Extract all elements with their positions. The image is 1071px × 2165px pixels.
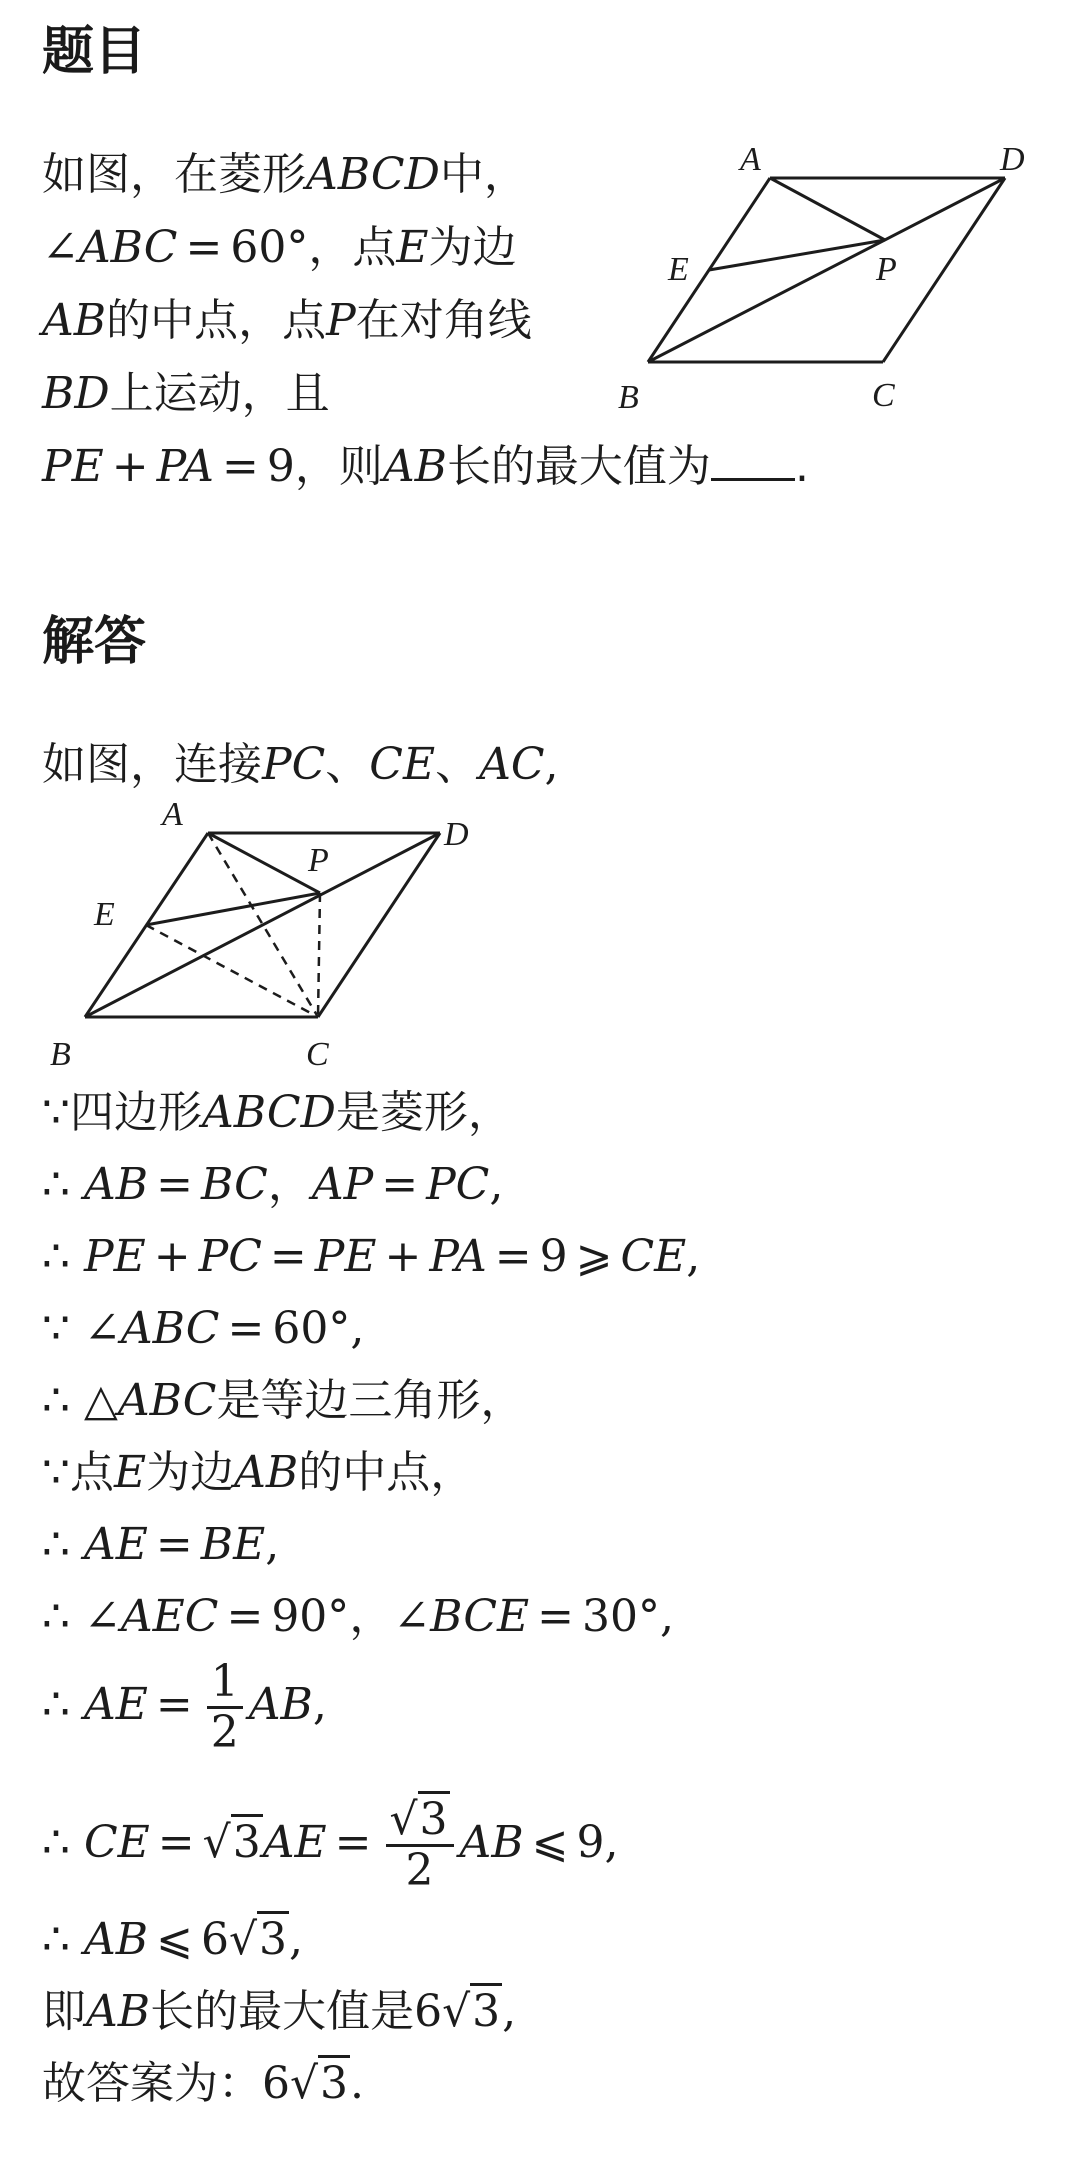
math-triangle-abc: △ABC <box>84 1375 217 1426</box>
math-ab: AB <box>382 441 447 492</box>
math-ce: CE <box>369 739 436 790</box>
math-eq: = <box>494 1231 532 1282</box>
text: 的中点， <box>298 1447 475 1498</box>
math-eq: = <box>226 1591 264 1642</box>
math-ab: AB <box>84 1159 149 1210</box>
text: , <box>312 1679 327 1730</box>
sqrt-three <box>442 1983 502 2037</box>
math-plus: + <box>384 1231 422 1282</box>
text: 故答案为： <box>42 2058 262 2109</box>
radicand: 3 <box>470 1983 502 2037</box>
label-a: A <box>162 796 183 833</box>
text: ， <box>349 1591 394 1642</box>
label-e: E <box>94 896 115 933</box>
text: 的中点，点 <box>106 295 327 346</box>
text: ， <box>267 1159 312 1210</box>
math-bd: BD <box>42 368 110 419</box>
radical-sign: √ <box>442 1986 471 2037</box>
math-ap: AP <box>311 1159 374 1210</box>
text: , <box>604 1817 619 1868</box>
sqrt-three <box>390 1791 450 1845</box>
math-leq: ⩽ <box>531 1817 569 1868</box>
radicand: 3 <box>418 1791 450 1845</box>
denominator: 2 <box>210 1706 239 1758</box>
segment-ap <box>770 178 885 240</box>
solution-step-3 <box>42 1227 700 1287</box>
math-ab: AB <box>459 1817 524 1868</box>
math-ce: CE <box>84 1817 150 1868</box>
solution-step-12 <box>42 1982 516 2042</box>
math-pc: PC <box>198 1231 262 1282</box>
solution-step-4 <box>42 1299 364 1359</box>
solution-figure <box>40 795 500 1085</box>
math-val: 60° <box>272 1303 351 1354</box>
sqrt-three <box>229 1911 289 1965</box>
label-d: D <box>444 816 469 853</box>
text: 如图，连接 <box>42 739 262 790</box>
therefore-symbol: ∴ <box>42 1231 70 1282</box>
math-eq: = <box>221 441 259 492</box>
diagonal-bd <box>648 178 1005 362</box>
sqrt-three <box>290 2055 350 2109</box>
solution-answer <box>42 2054 364 2114</box>
fraction-sqrt3-over-2 <box>386 1793 454 1896</box>
text: 是等边三角形， <box>216 1375 525 1426</box>
text: 为边 <box>146 1447 235 1498</box>
math-nine: 9 <box>539 1231 568 1282</box>
numerator <box>386 1793 454 1845</box>
solution-step-7 <box>42 1515 279 1575</box>
radical-sign: √ <box>389 1793 418 1845</box>
math-plus: + <box>153 1231 191 1282</box>
math-eq: = <box>156 1159 193 1210</box>
math-eq: = <box>227 1303 265 1354</box>
math-ab: AB <box>248 1679 313 1730</box>
math-ab: AB <box>84 1914 149 1965</box>
math-eq: = <box>185 222 223 273</box>
because-symbol: ∵ <box>42 1303 70 1354</box>
therefore-symbol: ∴ <box>42 1375 70 1426</box>
solution-step-5 <box>42 1371 524 1431</box>
text: , <box>544 739 559 790</box>
math-val: 90° <box>271 1591 350 1642</box>
math-abcd: ABCD <box>202 1087 336 1138</box>
therefore-symbol: ∴ <box>42 1817 70 1868</box>
answer-blank <box>711 438 795 481</box>
math-ae: AE <box>84 1679 148 1730</box>
text: 上运动，且 <box>109 368 330 419</box>
solution-step-10 <box>42 1788 619 1898</box>
math-ab: AB <box>86 1986 151 2037</box>
radicand: 3 <box>231 1814 263 1868</box>
label-c: C <box>872 377 895 414</box>
label-p: P <box>876 251 897 288</box>
edge-cd <box>318 833 440 1017</box>
math-val: 60° <box>230 222 309 273</box>
math-val: 30° <box>582 1591 660 1642</box>
radical-sign: √ <box>228 1914 258 1965</box>
because-symbol: ∵ <box>42 1447 70 1498</box>
problem-line-4 <box>42 364 330 424</box>
radicand: 3 <box>318 2055 350 2109</box>
text: 中， <box>439 149 528 200</box>
math-abcd: ABCD <box>306 149 440 200</box>
math-pe: PE <box>42 441 104 492</box>
math-angle-abc: ∠ABC <box>42 222 178 273</box>
problem-line-3 <box>42 291 532 351</box>
text: 、 <box>435 739 480 790</box>
label-b: B <box>50 1036 71 1073</box>
math-leq: ⩽ <box>156 1914 193 1965</box>
math-eq: = <box>155 1519 193 1570</box>
math-six: 6 <box>262 2058 290 2109</box>
solution-step-6 <box>42 1443 474 1503</box>
math-geq: ⩾ <box>575 1231 613 1282</box>
math-pc: PC <box>262 739 326 790</box>
solution-step-11 <box>42 1910 303 1970</box>
text: , <box>660 1591 674 1642</box>
math-angle-aec: ∠AEC <box>84 1591 219 1642</box>
denominator: 2 <box>405 1844 434 1896</box>
solution-heading: 解答 <box>42 612 147 672</box>
label-b: B <box>618 379 639 416</box>
math-eq: = <box>537 1591 574 1642</box>
problem-line-1 <box>42 145 528 205</box>
label-e: E <box>668 251 689 288</box>
because-symbol: ∵ <box>42 1087 70 1138</box>
math-ce: CE <box>620 1231 687 1282</box>
text: 为边 <box>428 222 517 273</box>
text: 、 <box>325 739 370 790</box>
math-ae: AE <box>84 1519 148 1570</box>
fraction-half <box>207 1655 243 1758</box>
text: 是菱形， <box>335 1087 512 1138</box>
text: , <box>350 1303 365 1354</box>
math-pa: PA <box>156 441 214 492</box>
label-d: D <box>1000 141 1025 178</box>
dashed-pc <box>318 893 320 1017</box>
text: , <box>265 1519 280 1570</box>
math-eq: = <box>269 1231 307 1282</box>
math-val: 9 <box>266 441 295 492</box>
text: 在对角线 <box>355 295 532 346</box>
text: 四边形 <box>70 1087 202 1138</box>
problem-line-2 <box>42 218 516 278</box>
radicand: 3 <box>257 1911 289 1965</box>
problem-figure <box>600 130 1040 420</box>
math-be: BE <box>200 1519 266 1570</box>
text: . <box>350 2058 365 2109</box>
therefore-symbol: ∴ <box>42 1591 70 1642</box>
solution-step-2 <box>42 1155 503 1215</box>
therefore-symbol: ∴ <box>42 1159 70 1210</box>
sqrt-three <box>203 1814 263 1868</box>
edge-cd <box>883 178 1005 362</box>
therefore-symbol: ∴ <box>42 1914 70 1965</box>
text: 长的最大值为 <box>446 441 711 492</box>
math-eq: = <box>157 1817 195 1868</box>
text: 点 <box>70 1447 114 1498</box>
math-e: E <box>396 222 429 273</box>
therefore-symbol: ∴ <box>42 1519 70 1570</box>
solution-intro <box>42 735 559 795</box>
math-ab: AB <box>234 1447 299 1498</box>
label-c: C <box>306 1036 329 1073</box>
math-p: P <box>326 295 356 346</box>
therefore-symbol: ∴ <box>42 1679 70 1730</box>
math-pe: PE <box>84 1231 146 1282</box>
text: 即 <box>42 1986 86 2037</box>
text: 长的最大值是 <box>150 1986 415 2037</box>
text: , <box>289 1914 304 1965</box>
math-ab: AB <box>42 295 107 346</box>
problem-heading: 题目 <box>42 22 147 82</box>
math-angle-bce: ∠BCE <box>393 1591 530 1642</box>
text: ，则 <box>294 441 383 492</box>
text: , <box>502 1986 517 2037</box>
math-bc: BC <box>200 1159 268 1210</box>
math-e: E <box>114 1447 147 1498</box>
math-ac: AC <box>479 739 545 790</box>
solution-step-8 <box>42 1587 674 1647</box>
text: , <box>489 1159 504 1210</box>
math-pa: PA <box>429 1231 487 1282</box>
text: 如图，在菱形 <box>42 149 306 200</box>
math-pe: PE <box>314 1231 377 1282</box>
math-six: 6 <box>200 1914 229 1965</box>
radical-sign: √ <box>290 2058 319 2109</box>
math-ae: AE <box>262 1817 327 1868</box>
math-nine: 9 <box>576 1817 605 1868</box>
label-p: P <box>308 842 329 879</box>
text: . <box>794 441 809 492</box>
text: , <box>686 1231 701 1282</box>
radical-sign: √ <box>202 1817 231 1868</box>
problem-line-5 <box>42 437 809 497</box>
math-eq: = <box>155 1679 193 1730</box>
numerator: 1 <box>210 1655 239 1707</box>
label-a: A <box>740 141 761 178</box>
math-angle-abc: ∠ABC <box>84 1303 220 1354</box>
math-plus: + <box>111 441 149 492</box>
math-pc: PC <box>426 1159 490 1210</box>
math-six: 6 <box>414 1986 443 2037</box>
solution-step-1 <box>42 1083 512 1143</box>
math-eq: = <box>334 1817 372 1868</box>
math-eq: = <box>381 1159 419 1210</box>
solution-step-9 <box>42 1655 327 1758</box>
text: ，点 <box>308 222 397 273</box>
